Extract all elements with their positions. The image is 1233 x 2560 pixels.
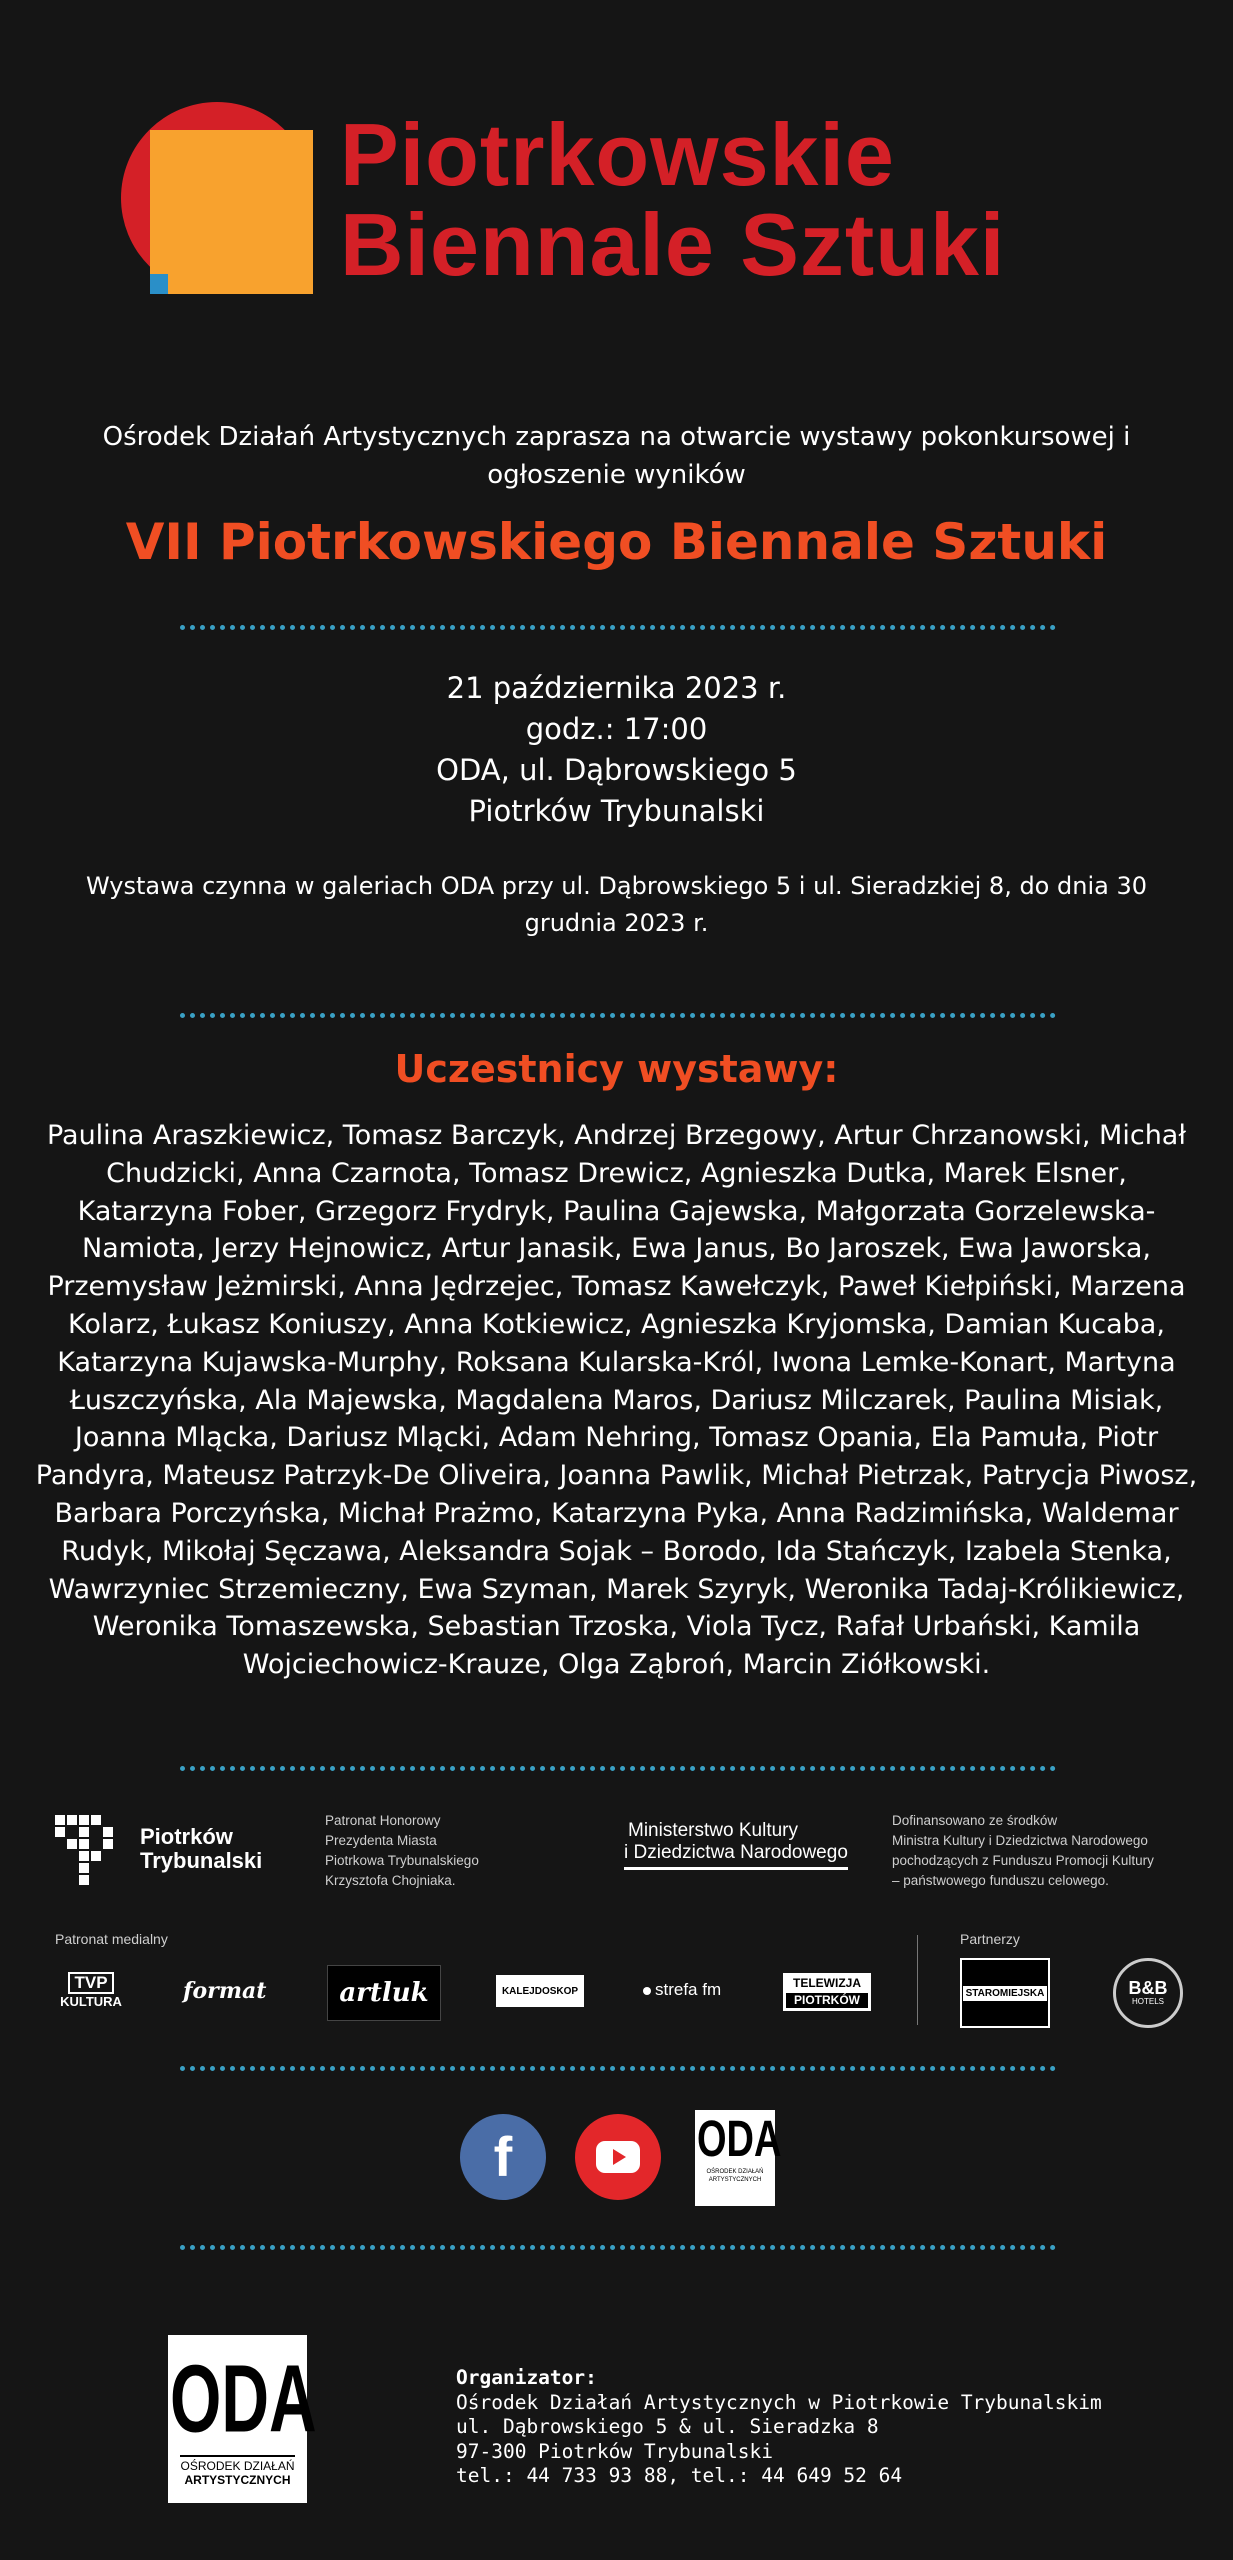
facebook-icon[interactable] [460,2114,546,2200]
vertical-separator [917,1935,918,2025]
logo-orange-square [150,130,313,294]
artluk-logo [327,1965,441,2021]
participants-list: Paulina Araszkiewicz, Tomasz Barczyk, Andrzej Brzegowy, Artur Chrzanowski, Michał Chudzicki, Anna Czarnota, Tomasz Drewicz, Agnieszka Dutka, Marek Elsner, Katarzyna Fober, Grzegorz Frydryk, Paulina Gajewska, Małgorzata Gorzelewska-Namiota, Jerzy Hejnowicz, Artur Janasik, Ewa Janus, Bo Jaroszek, Ewa Jaworska, Przemysław Jeżmirski, Anna Jędrzejec, Tomasz Kawełczyk, Paweł Kiełpiński, Marzena Kolarz, Łukasz Koniuszy, Anna Kotkiewicz, Agnieszka Kryjomska, Damian Kucaba, Katarzyna Kujawska-Murphy, Roksana Kularska-Król, Iwona Lemke-Konart, Martyna Łuszczyńska, Ala Majewska, Magdalena Maros, Dariusz Milczarek, Paulina Misiak, Joanna Mlącka, Dariusz Mlącki, Adam Nehring, Tomasz Opania, Ela Pamuła, Piotr Pandyra, Mateusz Patrzyk-De Oliveira, Joanna Pawlik, Michał Pietrzak, Patrycja Piwosz, Barbara Porczyńska, Michał Prażmo, Katarzyna Pyka, Anna Radzimińska, Waldemar Rudyk, Mikołaj Sęczawa, Aleksandra Sojak – Borodo, Ida Stańczyk, Izabela Stenka, Wawrzyniec Strzemieczny, Ewa Szyman, Marek Szyryk, Weronika Tadaj-Królikiewicz, Weronika Tomaszewska, Sebastian Trzoska, Viola Tycz, Rafał Urbański, Kamila Wojciechowicz-Krauze, Olga Ząbroń, Marcin Ziółkowski. [35,1120,1198,1681]
biennale-logo-text [340,105,1160,294]
kalejdoskop-logo [496,1975,584,2007]
tvp-kultura-logo [55,1972,127,2010]
funding-line: Dofinansowano ze środków [892,1813,1058,1828]
patronage-line: Patronat Honorowy [325,1813,441,1828]
staromiejska-logo [960,1958,1050,2028]
ministry-of-culture-logo [624,1820,848,1870]
logo-blue-corner [150,274,168,294]
oda-sub-line-2: ARTYSTYCZNYCH [184,2473,291,2487]
organizer-label: Organizator: [456,2366,597,2389]
participants-heading: Uczestnicy wystawy: [394,1047,839,1091]
youtube-play-icon [596,2141,640,2173]
piotrkow-city-emblem-icon [55,1815,115,1885]
honorary-patronage [325,1811,479,1891]
event-city: Piotrków Trybunalski [468,794,765,828]
staromiejska-text: STAROMIEJSKA [963,1986,1048,2001]
tv-line-2: PIOTRKÓW [786,1993,868,2008]
oda-subtitle: OŚRODEK DZIAŁAŃ ARTYSTYCZNYCH [706,2169,764,2183]
dotted-divider [180,2066,1056,2071]
event-title: VII Piotrkowskiego Biennale Sztuki [125,513,1108,571]
city-logo-line-2: Trybunalski [140,1848,263,1873]
kalejdoskop-text: KALEJDOSKOP [501,1985,579,1997]
logo-line-2: Biennale Sztuki [340,195,1006,294]
organizer-details [456,2366,1102,2489]
patronage-line: Krzysztofa Chojniaka. [325,1873,456,1888]
hotels-text: HOTELS [1131,1997,1164,2006]
event-venue: ODA, ul. Dąbrowskiego 5 [436,753,797,787]
strefa-fm-logo [643,1980,721,2000]
dotted-divider [180,2245,1056,2250]
ministry-line-1: Ministerstwo Kultury [628,1820,798,1841]
oda-organizer-logo [168,2335,317,2503]
city-logo-line-1: Piotrków [140,1824,233,1849]
funding-note [892,1811,1154,1891]
organizer-name: Ośrodek Działań Artystycznych w Piotrkowie Trybunalskim [456,2390,1102,2414]
logo-line-1: Piotrkowskie [340,105,895,204]
strefa-dot-icon [643,1987,651,1995]
dotted-divider [180,625,1056,630]
youtube-icon[interactable] [575,2114,661,2200]
oda-letters: ODA [697,2111,782,2169]
organizer-phones: tel.: 44 733 93 88, tel.: 44 649 52 64 [456,2464,903,2487]
partners-label: Partnerzy [960,1931,1020,1947]
patronage-line: Piotrkowa Trybunalskiego [325,1853,479,1868]
funding-line: – państwowego funduszu celowego. [892,1873,1109,1888]
strefa-text: strefa fm [655,1980,722,1999]
event-time: godz.: 17:00 [525,712,708,746]
kultura-text: KULTURA [60,1994,122,2009]
artluk-text: artluk [339,1978,429,2008]
telewizja-piotrkow-logo [783,1973,871,2011]
tv-line-1: TELEWIZJA [793,1976,861,1990]
organizer-address-2: 97-300 Piotrków Trybunalski [456,2439,773,2463]
organizer-address-1: ul. Dąbrowskiego 5 & ul. Sieradzka 8 [456,2415,879,2438]
ministry-line-2: i Dziedzictwa Narodowego [624,1842,848,1863]
bb-text: B&B [1128,1978,1168,1998]
dotted-divider [180,1013,1056,1018]
exhibition-info: Wystawa czynna w galeriach ODA przy ul. Dąbrowskiego 5 i ul. Sieradzkiej 8, do dnia 30 grudnia 2023 r. [86,872,1147,937]
oda-sub-line-1: OŚRODEK DZIAŁAŃ [180,2459,295,2473]
format-logo: format [183,1978,267,2004]
patronage-line: Prezydenta Miasta [325,1833,437,1848]
facebook-glyph: f [493,2125,513,2188]
oda-social-link[interactable] [695,2110,782,2206]
bb-hotels-logo [1113,1958,1183,2028]
funding-line: pochodzących z Funduszu Promocji Kultury [892,1853,1154,1868]
funding-line: Ministra Kultury i Dziedzictwa Narodowego [892,1833,1148,1848]
tvp-text: TVP [68,1972,113,1994]
piotrkow-city-logo [140,1825,262,1873]
dotted-divider [180,1766,1056,1771]
event-date: 21 października 2023 r. [446,671,787,705]
invitation-intro: Ośrodek Działań Artystycznych zaprasza na otwarcie wystawy pokonkursowej i ogłoszenie wyników [102,422,1131,490]
oda-big-letters: ODA [170,2344,317,2452]
media-patronage-label: Patronat medialny [55,1931,168,1947]
